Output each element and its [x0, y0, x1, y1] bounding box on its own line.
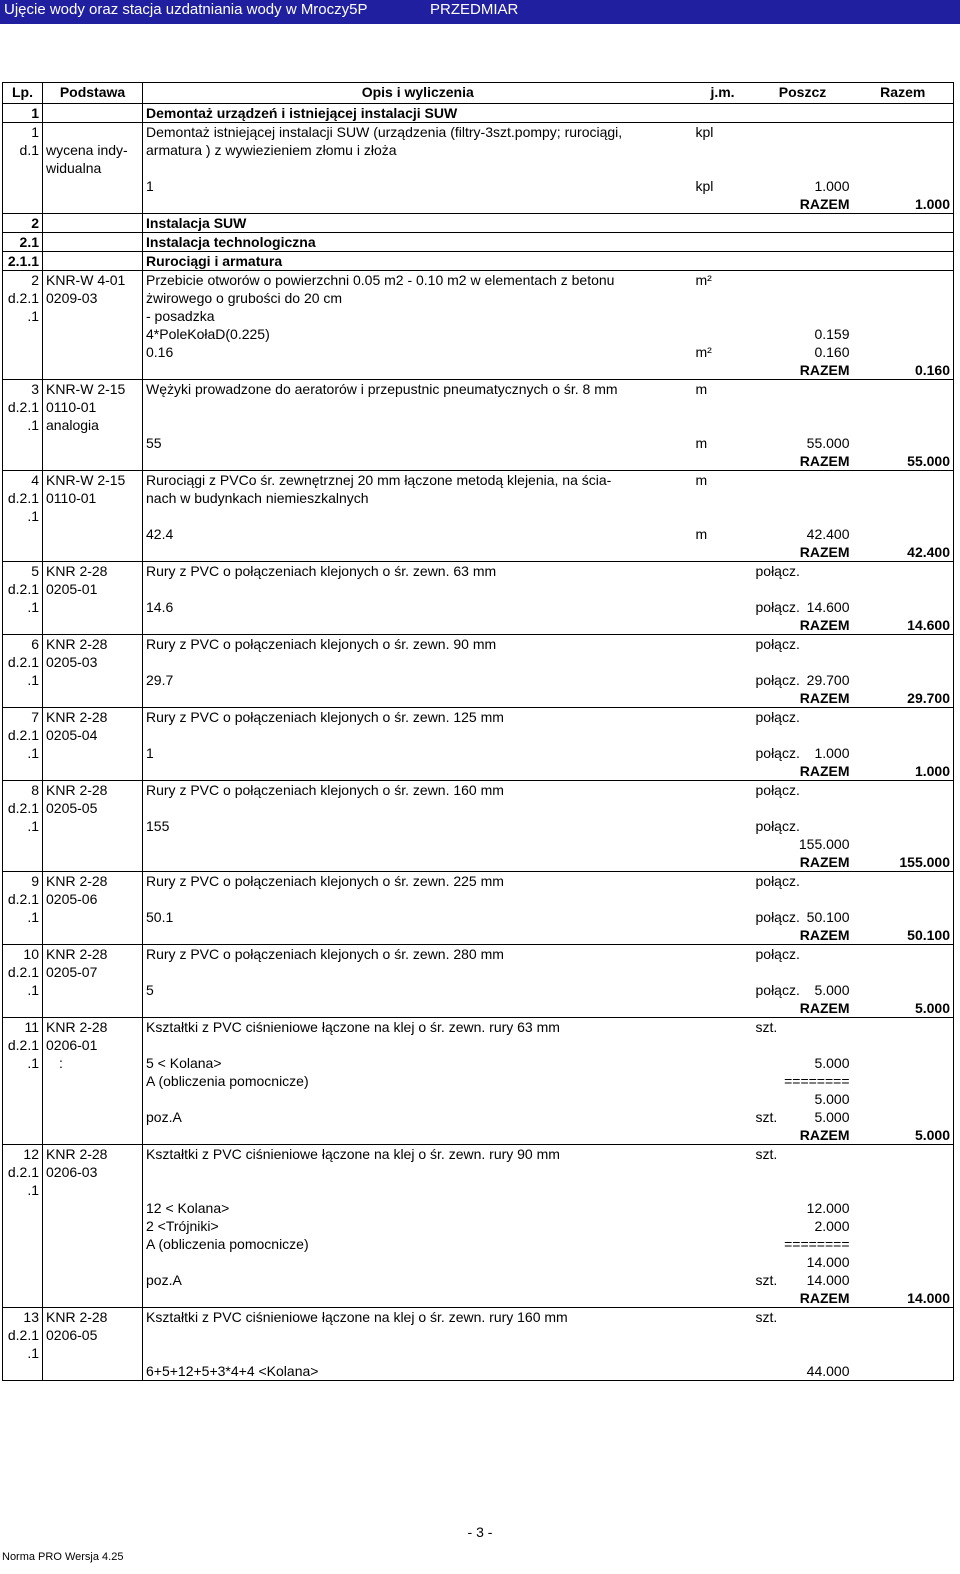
- razem-row: RAZEM 50.100: [3, 926, 954, 945]
- item-row: 10 KNR 2-28 Rury z PVC o połączeniach klejonych o śr. zewn. 280 mm połącz.: [3, 945, 954, 964]
- item-row: 9 KNR 2-28 Rury z PVC o połączeniach klejonych o śr. zewn. 225 mm połącz.: [3, 872, 954, 891]
- razem-row: RAZEM 29.700: [3, 689, 954, 708]
- item-row: 7 KNR 2-28 Rury z PVC o połączeniach klejonych o śr. zewn. 125 mm połącz.: [3, 708, 954, 727]
- item-row: 11 KNR 2-28 Kształtki z PVC ciśnieniowe łączone na klej o śr. zewn. rury 63 mm szt.: [3, 1018, 954, 1037]
- razem-row: RAZEM 42.400: [3, 543, 954, 562]
- razem-row: RAZEM 0.160: [3, 361, 954, 380]
- item-row: 2 KNR-W 4-01 Przebicie otworów o powierzchni 0.05 m2 - 0.10 m2 w elementach z betonu m²: [3, 271, 954, 290]
- col-lp: Lp.: [3, 83, 43, 104]
- item-row: 6 KNR 2-28 Rury z PVC o połączeniach klejonych o śr. zewn. 90 mm połącz.: [3, 635, 954, 654]
- razem-row: RAZEM 155.000: [3, 853, 954, 872]
- razem-row: RAZEM 14.600: [3, 616, 954, 635]
- page-header: [0, 0, 960, 24]
- razem-row: RAZEM 14.000: [3, 1289, 954, 1308]
- estimate-document: [2, 82, 953, 1381]
- razem-row: RAZEM 1.000: [3, 195, 954, 214]
- document-subtitle: PRZEDMIAR: [430, 1, 519, 18]
- software-credit: Norma PRO Wersja 4.25: [2, 1551, 124, 1563]
- item-row: 8 KNR 2-28 Rury z PVC o połączeniach klejonych o śr. zewn. 160 mm połącz.: [3, 781, 954, 800]
- item-row: 3 KNR-W 2-15 Wężyki prowadzone do aeratorów i przepustnic pneumatycznych o śr. 8 mm m: [3, 380, 954, 399]
- razem-row: RAZEM 5.000: [3, 999, 954, 1018]
- section-row: 2 Instalacja SUW: [3, 214, 954, 233]
- col-razem: Razem: [853, 83, 954, 104]
- item-row: 1 Demontaż istniejącej instalacji SUW (urządzenia (filtry-3szt.pompy; rurociągi, kpl: [3, 123, 954, 142]
- col-podstawa: Podstawa: [43, 83, 143, 104]
- section-title: Demontaż urządzeń i istniejącej instalacji SUW: [143, 104, 693, 123]
- col-jm: j.m.: [693, 83, 753, 104]
- table-header-row: [3, 83, 954, 104]
- col-poszcz: Poszcz: [753, 83, 853, 104]
- item-row: 13 KNR 2-28 Kształtki z PVC ciśnieniowe łączone na klej o śr. zewn. rury 160 mm szt.: [3, 1308, 954, 1327]
- col-opis: Opis i wyliczenia: [143, 83, 693, 104]
- razem-row: RAZEM 1.000: [3, 762, 954, 781]
- estimate-table: Lp. Podstawa Opis i wyliczenia j.m. Poszcz Razem 1 Demontaż urządzeń i istniejącej instalacji SUW 1 Demontaż istniejącej instalacji SUW (urządzenia (filtry-3szt.pompy; rurociągi, kpl d.1 wycena indy- armatura ) z wywiezieniem złomu i złoża widualna 1 kpl 1.000 RAZEM 1.000 2 Instalacja SUW 2.1 Instalacja technologiczna 2.1.1 Rurociągi i armatura 2 KNR-W 4-01 Przebicie otworów o powierzchni 0.05 m2 - 0.10 m2 w elementach z betonu m² d.2.1 0209-03 żwirowego o grubości do 20 cm .1 - posadzka 4*PoleKołaD(0.225) 0.159 0.16 m² 0.160 RAZEM 0.160 3 KNR-W 2-15 Wężyki prowadzone do aeratorów i przepustnic pneumatycznych o śr. 8 mm m d.2.1 0110-01 .1 analogia 55 m 55.000 RAZEM 55.000 4 KNR-W 2-15 Rurociągi z PVCo śr. zewnętrznej 20 mm łączone metodą klejenia, na ścia- m d.2.1 0110-01 nach w budynkach niemieszkalnych .1 42.4 m 42.400 RAZEM 42.400 5 KNR 2-28 Rury z PVC o połączeniach klejonych o śr. zewn. 63 mm połącz. d.2.1 0205-01 .1 14.6 połącz. 14.600 RAZEM 14.600 6 KNR 2-28 Rury z PVC o połączeniach klejonych o śr. zewn. 90 mm połącz. d.2.1 0205-03 .1 29.7 połącz. 29.700 RAZEM 29.700 7 KNR 2-28 Rury z PVC o połączeniach klejonych o śr. zewn. 125 mm połącz. d.2.1 0205-04 .1 1 połącz. 1.000 RAZEM 1.000 8 KNR 2-28 Rury z PVC o połączeniach klejonych o śr. zewn. 160 mm połącz. d.2.1 0205-05 .1 155 połącz. 155.000 RAZEM 155.000 9 KNR 2-28 Rury z PVC o połączeniach klejonych o śr. zewn. 225 mm połącz. d.2.1 0205-06 .1 50.1 połącz. 50.100 RAZEM 50.100 10 KNR 2-28 Rury z PVC o połączeniach klejonych o śr. zewn. 280 mm połącz. d.2.1 0205-07 .1 5 połącz. 5.000 RAZEM 5.000 11 KNR 2-28 Kształtki z PVC ciśnieniowe łączone na klej o śr. zewn. rury 63 mm szt. d.2.1 0206-01 .1 : 5 < Kolana> 5.000 A (obliczenia pomocnicze) ======== 5.000 poz.A szt. 5.000 RAZEM 5.000 12 KNR 2-28 Kształtki z PVC ciśnieniowe łączone na klej o śr. zewn. rury 90 mm szt. d.2.1 0206-03 .1 12 < Kolana> 12.000 2 <Trójniki> 2.000 A (obliczenia pomocnicze) ======== 14.000 poz.A szt. 14.000 RAZEM 14.000 13 KNR 2-28 Kształtki z PVC ciśnieniowe łączone na klej o śr. zewn. rury 160 mm szt. d.2.1 0206-05 .1 6+5+12+5+3*4+4 <Kolana> 44.000: [2, 82, 954, 1381]
- razem-row: RAZEM 5.000: [3, 1126, 954, 1145]
- item-row: 5 KNR 2-28 Rury z PVC o połączeniach klejonych o śr. zewn. 63 mm połącz.: [3, 562, 954, 581]
- section-row: 2.1 Instalacja technologiczna: [3, 233, 954, 252]
- section-row: 1 Demontaż urządzeń i istniejącej instalacji SUW: [3, 104, 954, 123]
- page-number: - 3 -: [467, 1524, 493, 1540]
- section-row: 2.1.1 Rurociągi i armatura: [3, 252, 954, 271]
- document-title: Ujęcie wody oraz stacja uzdatniania wody w Mroczy5P: [4, 1, 368, 18]
- razem-row: RAZEM 55.000: [3, 452, 954, 471]
- item-row: 4 KNR-W 2-15 Rurociągi z PVCo śr. zewnętrznej 20 mm łączone metodą klejenia, na ścia- m: [3, 471, 954, 490]
- item-row: 12 KNR 2-28 Kształtki z PVC ciśnieniowe łączone na klej o śr. zewn. rury 90 mm szt.: [3, 1145, 954, 1164]
